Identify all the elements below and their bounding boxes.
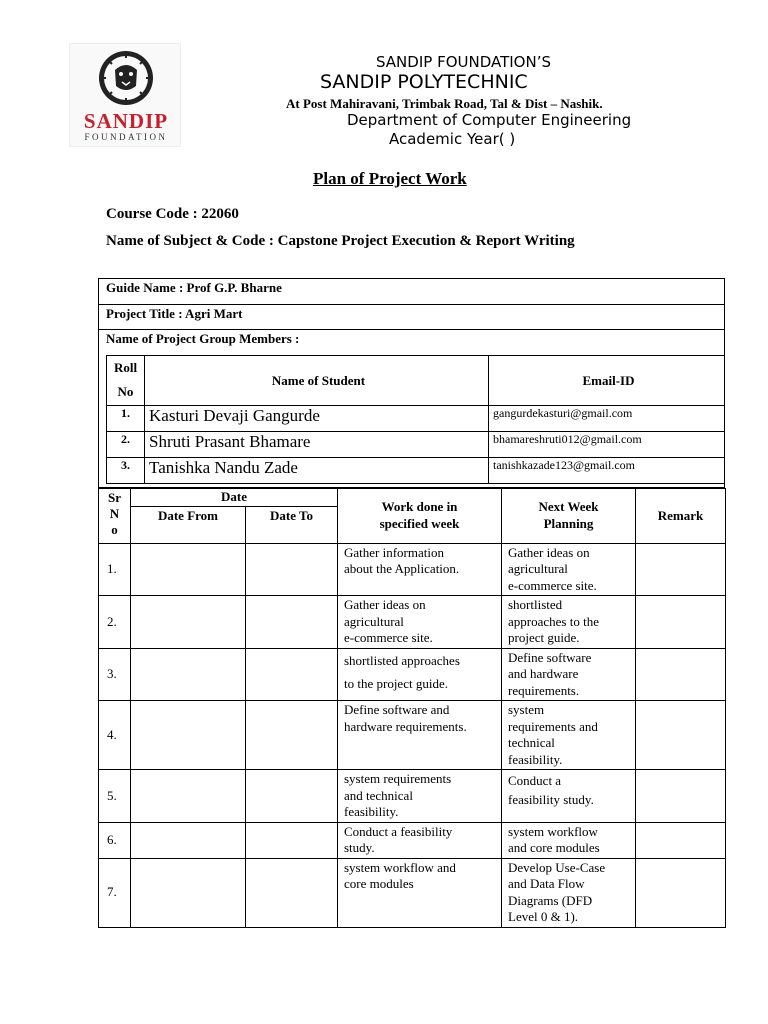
sandip-foundation-logo xyxy=(69,43,181,147)
work-header-row xyxy=(99,489,726,507)
work-line: core modules xyxy=(344,876,414,891)
col-sr-line1: Sr xyxy=(108,490,121,505)
divider xyxy=(99,329,724,330)
next-line: Define software xyxy=(508,649,592,665)
document-title: Plan of Project Work xyxy=(313,169,467,188)
next-week xyxy=(502,701,636,770)
next-line: project guide. xyxy=(508,630,580,645)
work-done xyxy=(338,822,502,858)
roll-number: 1. xyxy=(107,406,145,432)
next-line: and Data Flow xyxy=(508,876,585,891)
work-done xyxy=(338,648,502,701)
next-line: e-commerce site. xyxy=(508,577,597,593)
date-from xyxy=(131,648,246,701)
date-to xyxy=(246,596,338,649)
col-sr-line3: o xyxy=(111,522,118,537)
date-to xyxy=(246,822,338,858)
guide-name: Guide Name : Prof G.P. Bharne xyxy=(106,280,282,295)
next-line: Conduct a xyxy=(508,773,562,788)
next-week xyxy=(502,596,636,649)
remark xyxy=(636,648,726,701)
next-line: feasibility. xyxy=(508,751,563,767)
work-line: feasibility. xyxy=(344,804,399,819)
date-to xyxy=(246,858,338,927)
roll-number: 2. xyxy=(107,432,145,458)
work-done xyxy=(338,543,502,596)
date-to xyxy=(246,648,338,701)
next-line: requirements and xyxy=(508,718,598,734)
student-email: tanishkazade123@gmail.com xyxy=(489,458,725,484)
table-row xyxy=(99,822,726,858)
work-line: to the project guide. xyxy=(344,675,448,691)
work-line: study. xyxy=(344,840,375,855)
subject-name: Name of Subject & Code : Capstone Project Execution & Report Writing xyxy=(106,233,575,249)
academic-year: Academic Year( ) xyxy=(389,130,516,148)
next-week xyxy=(502,858,636,927)
work-line: and technical xyxy=(344,787,413,803)
date-to xyxy=(246,543,338,596)
project-title: Project Title : Agri Mart xyxy=(106,306,243,321)
work-done xyxy=(338,596,502,649)
work-line: about the Application. xyxy=(344,561,460,576)
foundation-name: SANDIP FOUNDATION’S xyxy=(376,53,551,71)
date-from xyxy=(131,701,246,770)
date-to xyxy=(246,770,338,823)
table-row xyxy=(107,432,725,458)
next-line: and core modules xyxy=(508,840,600,855)
date-from xyxy=(131,822,246,858)
members-table xyxy=(106,355,725,484)
project-info-box xyxy=(98,278,725,488)
col-sr-no xyxy=(99,489,131,544)
table-row xyxy=(99,648,726,701)
work-done xyxy=(338,770,502,823)
work-line: system requirements xyxy=(344,771,452,786)
date-from xyxy=(131,858,246,927)
col-next-line2: Planning xyxy=(543,515,594,531)
student-email: bhamareshruti012@gmail.com xyxy=(489,432,725,458)
next-week xyxy=(502,822,636,858)
next-line: Level 0 & 1). xyxy=(508,909,579,924)
remark xyxy=(636,543,726,596)
members-header-row xyxy=(107,356,725,406)
student-name: Shruti Prasant Bhamare xyxy=(145,432,489,458)
logo-text: SANDIP xyxy=(83,109,169,133)
next-line: and hardware xyxy=(508,666,579,681)
work-line: hardware requirements. xyxy=(344,718,467,734)
work-line: Define software and xyxy=(344,702,450,717)
work-line: system workflow and xyxy=(344,859,456,875)
sr-no: 7. xyxy=(99,858,131,927)
department-name: Department of Computer Engineering xyxy=(347,111,632,129)
col-roll-line1: Roll xyxy=(113,360,138,375)
roll-number: 3. xyxy=(107,458,145,484)
work-line: e-commerce site. xyxy=(344,630,433,645)
col-work-line1: Work done in xyxy=(381,499,458,515)
table-row xyxy=(99,858,726,927)
sr-no: 2. xyxy=(99,596,131,649)
sr-no: 3. xyxy=(99,648,131,701)
date-from xyxy=(131,543,246,596)
col-remark: Remark xyxy=(636,489,726,544)
work-line: Gather ideas on xyxy=(344,597,426,612)
col-date-from: Date From xyxy=(131,506,246,543)
student-email: gangurdekasturi@gmail.com xyxy=(489,406,725,432)
table-row xyxy=(107,406,725,432)
next-week xyxy=(502,543,636,596)
sr-no: 6. xyxy=(99,822,131,858)
col-email: Email-ID xyxy=(489,356,725,406)
work-line: Conduct a feasibility xyxy=(344,823,453,839)
next-line: agricultural xyxy=(508,561,568,576)
date-from xyxy=(131,596,246,649)
col-work-line2: specified week xyxy=(379,515,460,531)
remark xyxy=(636,596,726,649)
sr-no: 4. xyxy=(99,701,131,770)
remark xyxy=(636,701,726,770)
table-row xyxy=(99,543,726,596)
members-label: Name of Project Group Members : xyxy=(106,331,300,346)
col-sr-line2: N xyxy=(109,506,120,521)
sr-no: 5. xyxy=(99,770,131,823)
col-work-done xyxy=(338,489,502,544)
col-roll-line2: No xyxy=(117,384,134,399)
institute-name: SANDIP POLYTECHNIC xyxy=(320,71,528,93)
divider xyxy=(99,304,724,305)
table-row xyxy=(99,596,726,649)
table-row xyxy=(99,701,726,770)
col-student-name: Name of Student xyxy=(145,356,489,406)
col-next-line1: Next Week xyxy=(538,499,599,515)
next-line: Diagrams (DFD xyxy=(508,892,593,908)
work-done xyxy=(338,701,502,770)
institute-address: At Post Mahiravani, Trimbak Road, Tal & Dist – Nashik. xyxy=(286,96,603,111)
next-line: shortlisted xyxy=(508,597,563,612)
logo-subtext: FOUNDATION xyxy=(84,132,168,142)
next-line: requirements. xyxy=(508,682,580,698)
next-line: system xyxy=(508,702,545,717)
course-code: Course Code : 22060 xyxy=(106,206,239,222)
next-line: feasibility study. xyxy=(508,792,594,807)
student-name: Kasturi Devaji Gangurde xyxy=(145,406,489,432)
next-week xyxy=(502,770,636,823)
col-date: Date xyxy=(131,489,338,507)
sr-no: 1. xyxy=(99,543,131,596)
next-line: technical xyxy=(508,735,555,750)
work-line: Gather information xyxy=(344,544,444,560)
work-line: agricultural xyxy=(344,613,404,629)
remark xyxy=(636,858,726,927)
col-next-week xyxy=(502,489,636,544)
next-week xyxy=(502,648,636,701)
remark xyxy=(636,770,726,823)
next-line: Gather ideas on xyxy=(508,544,590,560)
date-from xyxy=(131,770,246,823)
col-roll xyxy=(107,356,145,406)
student-name: Tanishka Nandu Zade xyxy=(145,458,489,484)
work-done xyxy=(338,858,502,927)
work-line: shortlisted approaches xyxy=(344,652,460,668)
next-line: Develop Use-Case xyxy=(508,859,606,875)
table-row xyxy=(99,770,726,823)
next-line: approaches to the xyxy=(508,613,599,629)
table-row xyxy=(107,458,725,484)
date-to xyxy=(246,701,338,770)
next-line: system workflow xyxy=(508,823,598,839)
work-plan-table xyxy=(98,488,726,928)
col-date-to: Date To xyxy=(246,506,338,543)
remark xyxy=(636,822,726,858)
